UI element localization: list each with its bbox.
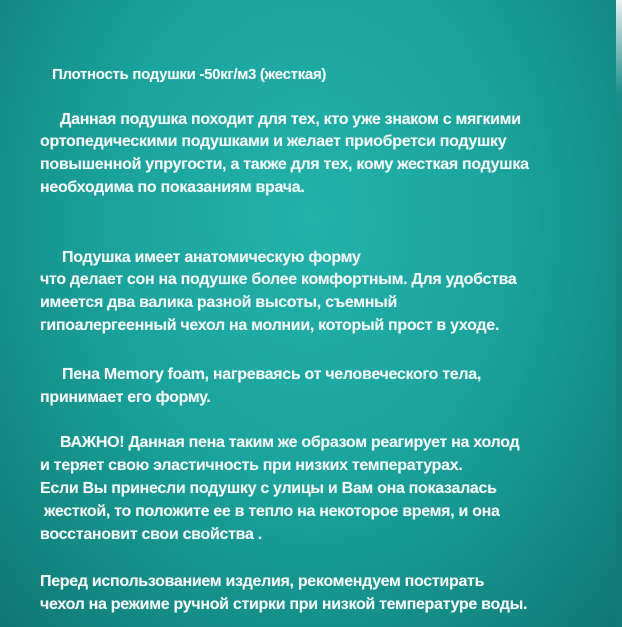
text-line: Если Вы принесли подушку с улицы и Вам она показалась: [40, 480, 497, 497]
text-line: восстановит свои свойства .: [40, 526, 262, 543]
text-line: повышенной упругости, а также для тех, кому жесткая подушка: [40, 156, 529, 173]
text-line: принимает его форму.: [40, 389, 211, 406]
text-line: ВАЖНО! Данная пена таким же образом реагирует на холод: [60, 434, 520, 451]
text-line: Данная подушка походит для тех, кто уже знаком с мягкими: [60, 111, 521, 128]
text-line: и теряет свою эластичность при низких температурах.: [40, 457, 463, 474]
text-line: что делает сон на подушке более комфортным. Для удобства: [40, 271, 517, 288]
text-line: Пена Memory foam, нагреваясь от человеческого тела,: [62, 366, 482, 383]
text-line: ортопедическими подушками и желает приобретси подушку: [40, 133, 507, 150]
text-line: жесткой, то положите ее в тепло на некоторое время, и она: [44, 503, 500, 520]
text-line: чехол на режиме ручной стирки при низкой температуре воды.: [40, 596, 528, 613]
right-edge: [616, 0, 622, 627]
text-line: гипоалергеенный чехол на молнии, который прост в уходе.: [40, 317, 499, 334]
text-line: Подушка имеет анатомическую форму: [62, 249, 361, 266]
text-line: Перед использованием изделия, рекомендуем постирать: [40, 573, 485, 590]
text-line: необходима по показаниям врача.: [40, 179, 305, 196]
title: Плотность подушки -50кг/м3 (жесткая): [52, 66, 327, 83]
text-line: имеется два валика разной высоты, съемный: [40, 294, 398, 311]
